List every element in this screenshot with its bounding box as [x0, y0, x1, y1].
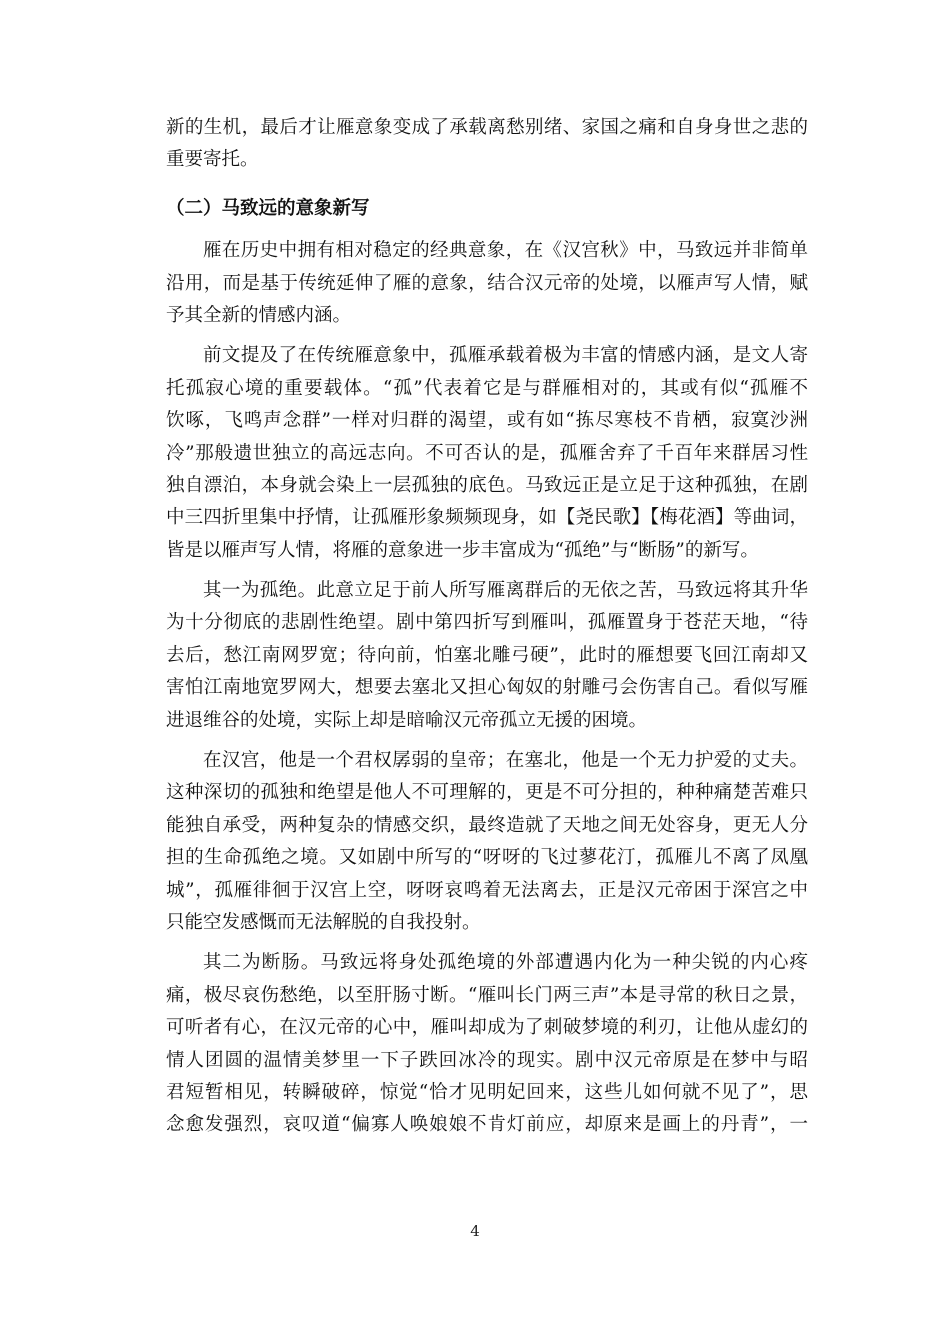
text-line: 雁在历史中拥有相对稳定的经典意象，在《汉宫秋》中，马致远并非简单	[203, 240, 808, 262]
text-line: 痛，极尽哀伤愁绝，以至肝肠寸断。“雁叫长门两三声”本是寻常的秋日之景，	[166, 984, 808, 1006]
text-line: 只能空发感慨而无法解脱的自我投射。	[166, 911, 481, 933]
section-heading: （二）马致远的意象新写	[166, 197, 370, 219]
text-line: 中三四折里集中抒情，让孤雁形象频频现身，如【尧民歌】【梅花酒】等曲词，	[166, 507, 808, 529]
paragraph-5	[166, 947, 808, 1141]
text-line: 在汉宫，他是一个君权孱弱的皇帝；在塞北，他是一个无力护爱的丈夫。	[203, 750, 808, 772]
text-line: 其一为孤绝。此意立足于前人所写雁离群后的无依之苦，马致远将其升华	[203, 580, 808, 602]
page-number: 4	[470, 1222, 480, 1240]
text-line: 托孤寂心境的重要载体。“孤”代表着它是与群雁相对的，其或有似“孤雁不	[166, 377, 808, 399]
text-line: 去后，愁江南网罗宽；待向前，怕塞北雕弓硬”，此时的雁想要飞回江南却又	[166, 644, 808, 666]
text-line: 饮啄，飞鸣声念群”一样对归群的渴望，或有如“拣尽寒枝不肯栖，寂寞沙洲	[166, 410, 808, 432]
paragraph-3	[166, 575, 808, 737]
text-line: 为十分彻底的悲剧性绝望。剧中第四折写到雁叫，孤雁置身于苍茫天地，“待	[166, 612, 808, 634]
text-line: 能独自承受，两种复杂的情感交织，最终造就了天地之间无处容身，更无人分	[166, 814, 808, 836]
text-line: 皆是以雁声写人情，将雁的意象进一步丰富成为“孤绝”与“断肠”的新写。	[166, 539, 759, 561]
text-line: 念愈发强烈，哀叹道“偏寡人唤娘娘不肯灯前应，却原来是画上的丹青”，一	[166, 1114, 808, 1136]
text-line: 君短暂相见，转瞬破碎，惊觉“恰才见明妃回来，这些儿如何就不见了”，思	[166, 1081, 808, 1103]
text-line: 冷”那般遗世独立的高远志向。不可否认的是，孤雁舍弃了千百年来群居习性	[166, 442, 808, 464]
text-line: 害怕江南地宽罗网大，想要去塞北又担心匈奴的射雕弓会伤害自己。看似写雁	[166, 677, 808, 699]
paragraph-4	[166, 745, 808, 939]
document-body	[166, 112, 808, 1142]
text-line: 前文提及了在传统雁意象中，孤雁承载着极为丰富的情感内涵，是文人寄	[203, 345, 808, 367]
text-line: 担的生命孤绝之境。又如剧中所写的“呀呀的飞过蓼花汀，孤雁儿不离了凤凰	[166, 847, 808, 869]
text-line: 可听者有心，在汉元帝的心中，雁叫却成为了刺破梦境的利刃，让他从虚幻的	[166, 1017, 808, 1039]
paragraph-1	[166, 235, 808, 332]
text-line: 进退维谷的处境，实际上却是暗喻汉元帝孤立无援的困境。	[166, 709, 648, 731]
text-line: 独自漂泊，本身就会染上一层孤独的底色。马致远正是立足于这种孤独，在剧	[166, 474, 808, 496]
intro-paragraph	[166, 112, 808, 177]
text-line: 这种深切的孤独和绝望是他人不可理解的，更是不可分担的，种种痛楚苦难只	[166, 782, 808, 804]
text-line: 新的生机，最后才让雁意象变成了承载离愁别绪、家国之痛和自身身世之悲的	[166, 117, 808, 138]
text-line: 情人团圆的温情美梦里一下子跌回冰冷的现实。剧中汉元帝原是在梦中与昭	[166, 1049, 808, 1071]
text-line: 其二为断肠。马致远将身处孤绝境的外部遭遇内化为一种尖锐的内心疼	[203, 952, 808, 974]
text-line: 重要寄托。	[166, 149, 259, 171]
text-line: 城”，孤雁徘徊于汉宫上空，呀呀哀鸣着无法离去，正是汉元帝困于深宫之中	[166, 879, 808, 901]
paragraph-2	[166, 340, 808, 567]
text-line: 沿用，而是基于传统延伸了雁的意象，结合汉元帝的处境，以雁声写人情，赋	[166, 272, 808, 294]
text-line: 予其全新的情感内涵。	[166, 304, 352, 326]
